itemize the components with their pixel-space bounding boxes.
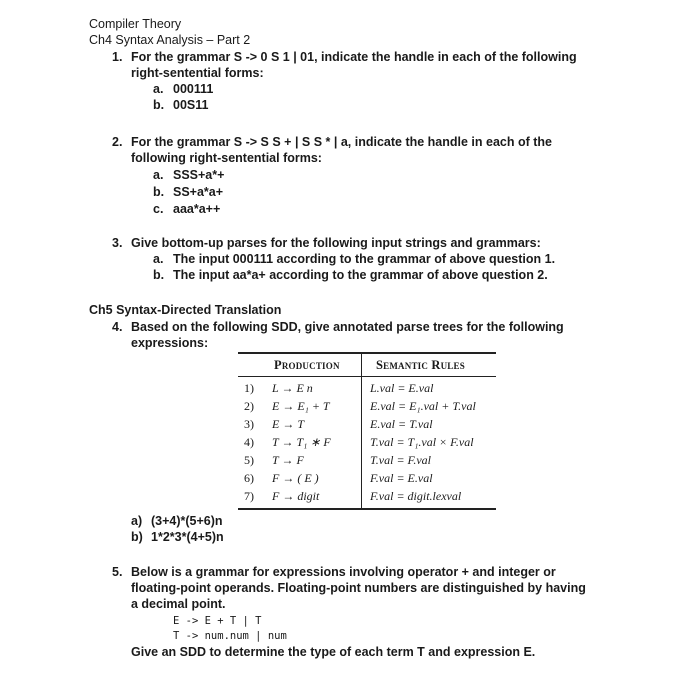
row-number: 6) (244, 471, 254, 485)
semantic-rule: L.val = E.val (370, 381, 434, 395)
semantic-rule: E.val = T.val (370, 417, 433, 431)
q1-item-b-label: b. (153, 98, 165, 112)
table-row (238, 399, 496, 416)
row-number: 4) (244, 435, 254, 449)
q5-grammar-line2: T -> num.num | num (173, 630, 287, 642)
table-row (238, 453, 496, 470)
q1-item-a: 000111 (173, 82, 214, 96)
expr-b-label: b) (131, 530, 143, 544)
chapter-title: Ch4 Syntax Analysis – Part 2 (89, 33, 251, 47)
q2-item-a: SSS+a*+ (173, 168, 225, 182)
q5-text-line2: floating-point operands. Floating-point numbers are distinguished by having (131, 581, 586, 595)
production: L → E n (272, 381, 313, 395)
row-number: 5) (244, 453, 254, 467)
q2-text-line2: following right-sentential forms: (131, 151, 322, 165)
row-number: 1) (244, 381, 254, 395)
header-production: Production (274, 358, 340, 372)
semantic-rule: T.val = F.val (370, 453, 431, 467)
q5-number: 5. (112, 565, 123, 579)
ch5-title: Ch5 Syntax-Directed Translation (89, 303, 282, 317)
row-number: 7) (244, 489, 254, 503)
q4-number: 4. (112, 320, 123, 334)
q1-item-b: 00S11 (173, 98, 209, 112)
production: E → T (272, 417, 305, 431)
row-number: 3) (244, 417, 254, 431)
semantic-rule: F.val = E.val (370, 471, 433, 485)
production: F → digit (272, 489, 320, 503)
table-row (238, 489, 496, 506)
q2-item-b: SS+a*a+ (173, 185, 224, 199)
semantic-rule: T.val = T₁.val × F.val (370, 435, 474, 449)
table-bottom-rule (238, 508, 496, 510)
semantic-rule: F.val = digit.lexval (370, 489, 462, 503)
q1-item-a-label: a. (153, 82, 164, 96)
semantic-rule: E.val = E₁.val + T.val (370, 399, 476, 413)
expr-a-label: a) (131, 514, 143, 528)
q2-item-a-label: a. (153, 168, 164, 182)
q1-number: 1. (112, 50, 123, 64)
q3-item-b-label: b. (153, 268, 165, 282)
table-row (238, 381, 496, 398)
q4-text-line1: Based on the following SDD, give annotated parse trees for the following (131, 320, 564, 334)
q4-text-line2: expressions: (131, 336, 209, 350)
production: F → ( E ) (272, 471, 319, 485)
table-row (238, 435, 496, 452)
header-semantic-rules: Semantic Rules (376, 358, 465, 372)
q5-text-line1: Below is a grammar for expressions involving operator + and integer or (131, 565, 556, 579)
q5-grammar-line1: E -> E + T | T (173, 615, 262, 627)
production: T → F (272, 453, 304, 467)
course-title: Compiler Theory (89, 17, 182, 31)
production: E → E₁ + T (272, 399, 330, 413)
q2-item-c-label: c. (153, 202, 164, 216)
q5-text-line3: a decimal point. (131, 597, 226, 611)
q1-text-line2: right-sentential forms: (131, 66, 264, 80)
q3-item-a: The input 000111 according to the grammar of above question 1. (173, 252, 556, 266)
q2-item-b-label: b. (153, 185, 165, 199)
table-row (238, 417, 496, 434)
q3-text-line1: Give bottom-up parses for the following input strings and grammars: (131, 236, 541, 250)
q1-text-line1: For the grammar S -> 0 S 1 | 01, indicate the handle in each of the following (131, 50, 577, 64)
production: T → T₁ ∗ F (272, 435, 331, 449)
q2-item-c: aaa*a++ (173, 202, 221, 216)
table-header-rule (238, 376, 496, 377)
q3-number: 3. (112, 236, 123, 250)
q5-text-line4: Give an SDD to determine the type of each term T and expression E. (131, 645, 536, 659)
table-top-rule (238, 352, 496, 354)
q2-text-line1: For the grammar S -> S S + | S S * | a, indicate the handle in each of the (131, 135, 552, 149)
sdd-table (238, 352, 496, 510)
q2-number: 2. (112, 135, 123, 149)
expr-a: (3+4)*(5+6)n (151, 514, 223, 528)
row-number: 2) (244, 399, 254, 413)
expr-b: 1*2*3*(4+5)n (151, 530, 224, 544)
q3-item-a-label: a. (153, 252, 164, 266)
q3-item-b: The input aa*a+ according to the grammar of above question 2. (173, 268, 548, 282)
table-row (238, 471, 496, 488)
